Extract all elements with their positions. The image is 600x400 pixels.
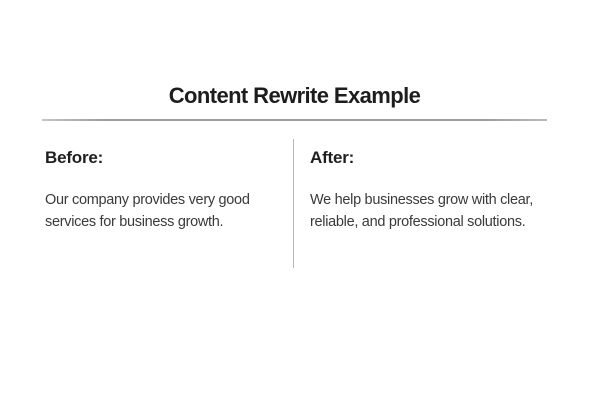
after-heading: After: [310,148,355,167]
before-text-line-2: services for business growth. [45,214,224,230]
page-title: Content Rewrite Example [168,83,421,108]
after-text-line-1: We help businesses grow with clear, [310,192,533,208]
column-divider [293,139,294,268]
before-text-line-1: Our company provides very good [45,192,250,208]
after-column [310,148,575,233]
after-text [310,189,575,233]
after-text-line-2: reliable, and professional solutions. [310,214,526,230]
before-text [45,189,290,233]
before-column [45,148,290,233]
before-heading: Before: [45,148,104,167]
title-rule [42,119,547,121]
